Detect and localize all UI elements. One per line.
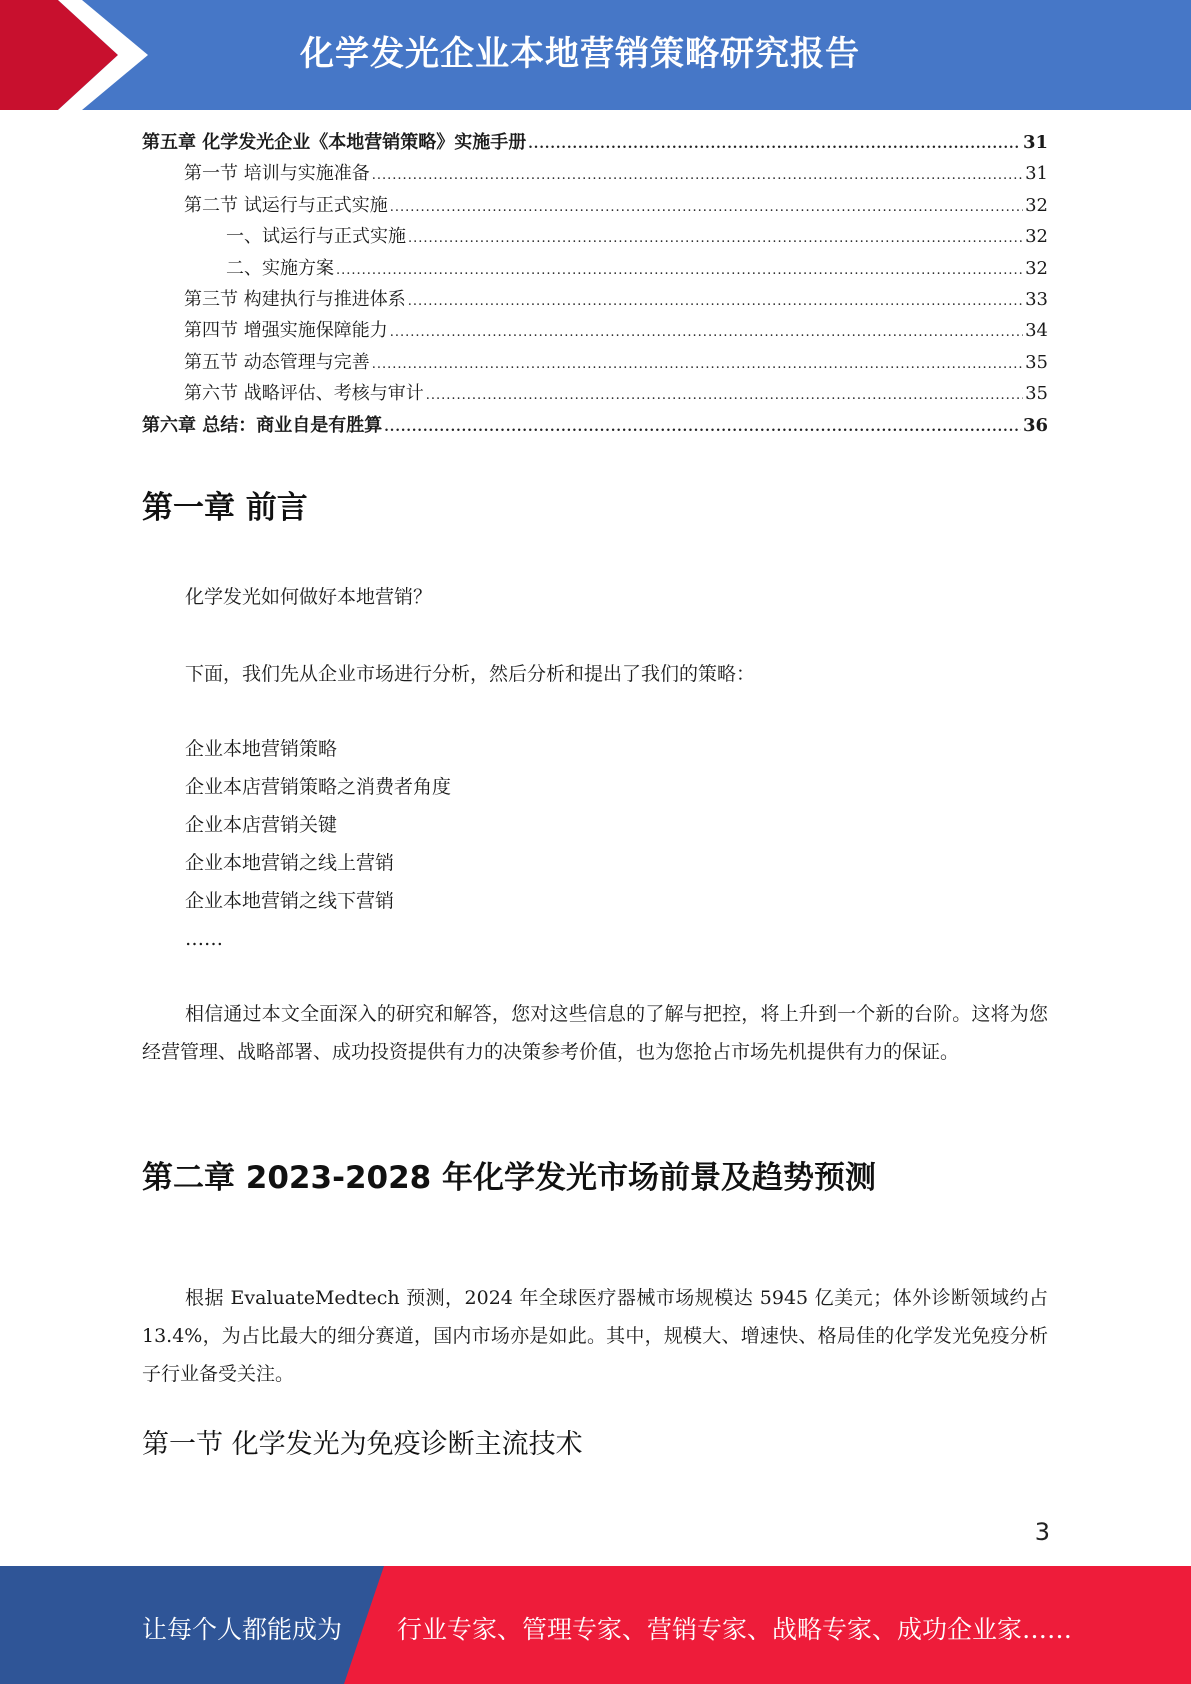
list-item: 企业本店营销策略之消费者角度: [185, 776, 452, 798]
toc-leader-dots: [384, 420, 1021, 435]
toc-entry-page: 32: [1025, 226, 1048, 248]
toc-leader-dots: [372, 168, 1023, 183]
toc-entry[interactable]: [142, 348, 1048, 379]
list-item: 企业本店营销关键: [185, 814, 338, 836]
toc-entry-page: 36: [1022, 414, 1048, 436]
footer-slogan-right: 行业专家、管理专家、营销专家、战略专家、成功企业家……: [397, 1615, 1073, 1644]
section-1-heading: 第一节 化学发光为免疫诊断主流技术: [142, 1429, 583, 1460]
toc-entry-title: 第一节 培训与实施准备: [184, 163, 370, 185]
list-item: 企业本地营销策略: [185, 738, 338, 760]
toc-entry[interactable]: [142, 316, 1048, 347]
chapter-1-closing-paragraph: 相信通过本文全面深入的研究和解答，您对这些信息的了解与把控，将上升到一个新的台阶。这将为您经营管理、战略部署、成功投资提供有力的决策参考价值，也为您抢占市场先机提供有力的保证。: [142, 1003, 1048, 1063]
toc-entry-title: 第五节 动态管理与完善: [184, 351, 370, 373]
toc-entry-page: 34: [1025, 320, 1048, 342]
toc-entry-page: 31: [1025, 163, 1048, 185]
toc-entry-title: 第五章 化学发光企业《本地营销策略》实施手册: [142, 132, 527, 153]
toc-leader-dots: [528, 137, 1021, 152]
toc-entry-title: 一、试运行与正式实施: [226, 226, 406, 248]
toc-leader-dots: [426, 388, 1023, 403]
page-number: 3: [1034, 1518, 1050, 1546]
toc-entry-page: 32: [1025, 194, 1048, 216]
toc-entry-title: 二、实施方案: [226, 257, 334, 279]
toc-leader-dots: [408, 231, 1023, 246]
chevron-logo-icon: [0, 0, 160, 110]
list-item: 企业本地营销之线下营销: [185, 890, 395, 912]
toc-entry[interactable]: [142, 254, 1048, 285]
toc-entry-title: 第二节 试运行与正式实施: [184, 194, 388, 216]
chapter-2-heading: 第二章 2023-2028 年化学发光市场前景及趋势预测: [142, 1160, 877, 1196]
chapter-1-question: 化学发光如何做好本地营销？: [185, 586, 433, 608]
toc-entry[interactable]: [142, 285, 1048, 316]
toc-entry-title: 第六节 战略评估、考核与审计: [184, 383, 424, 405]
toc-entry[interactable]: [142, 159, 1048, 190]
page-footer: [0, 1566, 1191, 1684]
toc-entry[interactable]: [142, 128, 1048, 159]
toc-leader-dots: [390, 325, 1023, 340]
toc-entry-page: 32: [1025, 257, 1048, 279]
list-item: 企业本地营销之线上营销: [185, 852, 395, 874]
footer-slogan-left: 让每个人都能成为: [142, 1615, 343, 1644]
toc-entry-page: 35: [1025, 351, 1048, 373]
toc-entry-page: 31: [1022, 132, 1048, 153]
toc-entry-title: 第六章 总结：商业自是有胜算: [142, 414, 383, 436]
toc-leader-dots: [390, 200, 1023, 215]
list-item: ……: [185, 928, 223, 950]
table-of-contents: [142, 128, 1048, 442]
page-header: [0, 0, 1191, 110]
toc-entry-page: 33: [1025, 288, 1048, 310]
strategy-list: [185, 730, 451, 958]
toc-entry[interactable]: [142, 411, 1048, 442]
chapter-2-paragraph: 根据 EvaluateMedtech 预测，2024 年全球医疗器械市场规模达 5945 亿美元；体外诊断领域约占 13.4%，为占比最大的细分赛道，国内市场亦是如此。其中，规模大、增速快、格局佳的化学发光免疫分析子行业备受关注。: [142, 1287, 1048, 1385]
chapter-1-intro: 下面，我们先从企业市场进行分析，然后分析和提出了我们的策略：: [185, 663, 756, 685]
toc-entry-title: 第三节 构建执行与推进体系: [184, 288, 406, 310]
toc-entry[interactable]: [142, 191, 1048, 222]
toc-entry[interactable]: [142, 379, 1048, 410]
toc-leader-dots: [372, 357, 1023, 372]
toc-leader-dots: [408, 294, 1023, 309]
toc-entry-title: 第四节 增强实施保障能力: [184, 320, 388, 342]
chapter-1-heading: 第一章 前言: [142, 490, 308, 526]
toc-entry-page: 35: [1025, 383, 1048, 405]
toc-entry[interactable]: [142, 222, 1048, 253]
toc-leader-dots: [336, 263, 1023, 278]
header-title: 化学发光企业本地营销策略研究报告: [300, 34, 860, 74]
